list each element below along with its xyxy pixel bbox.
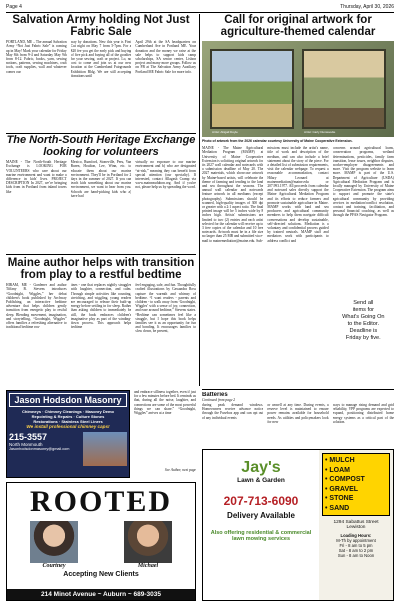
- heritage-col3: virtually no exposure to our marine environment and b) who are designated “at-risk,” meaning they can benefit from special attention (our specialty). If interested, contact Allagash Cramp via www.maineaudubon.org. And if you're not, please help us by spreading the word.: [135, 160, 196, 190]
- stylist-photo-2: [124, 521, 172, 563]
- rooted-ad: [6, 482, 196, 601]
- heritage-article: [6, 135, 196, 253]
- heritage-headline: The North-South Heritage Exchange looking for volunteers: [6, 135, 196, 158]
- masonry-phone: 215-3557: [9, 432, 48, 442]
- calendar-col1: MAINE - The Maine Agricultural Mediation Program (MAMP) at University of Maine Cooperative Extension is soliciting original artwork for its 2027 wall calendar and notecards with a submission deadline of May 20. The 2027 materials, which showcase artwork by Maine-based artists, will celebrate the theme of farming and tending to the land and sea throughout the seasons. The annual wall calendar and notecards feature artwork in all mediums (except photography). Submissions should be scanned, high-quality images of 300 dpi or greater with a 2:1 aspect ratio. The final printed image will be 5 inches wide by 8 inches high. Artists' submissions are limited to two (2) entries and each artist selected for the calendar will receive up to 3 free copies of the calendar and 10 free notecards. Artwork must be in a file size no larger than 25 MB and submitted via e-mail to mainemediation@maine.edu. Sub-: [202, 146, 264, 243]
- rooted-address: 214 Minot Avenue ~ Auburn ~ 689-3035: [7, 589, 195, 600]
- author-headline: Maine author helps with transition from play to a restful bedtime: [7, 257, 195, 282]
- batteries-headline: Batteries: [202, 392, 228, 398]
- heritage-col2: Mexico, Rumford, Stoneville, Peru, Van Buren, Houlton, Lee, Winn, etc. to educate them about our marine environment. They'll be in Portland for 2 days in the summer of 2027. If you can teach kids something about our marine environment, we want to hear from you. Schools are hand-picking kids who a) have had: [70, 160, 132, 198]
- jays-address1: 1294 Sabattus Street: [333, 520, 379, 525]
- jays-item: • GRAVEL: [325, 485, 359, 493]
- jays-ad: [202, 449, 394, 601]
- painting-1: [210, 49, 294, 135]
- masonry-line3: Restorations · Stainless Steel Liners: [33, 419, 103, 424]
- author-byline: See Author, next page: [164, 468, 196, 472]
- author-col3: feel engaging, safe, and fun. Thoughtfully crafted illustrations by Cassandra Ross capture the warmth and whimsy of bedtime. “I want readers - parents and children - to walk away from ‘Goodnight, Wiggles’ with a sense of joy, connection, and ease around bedtime,” Stevens states. “Bedtime can sometimes feel like a struggle, but I hope this book helps families see it as an opportunity for fun and bonding. It encourages families to slow down, be present,: [135, 283, 196, 334]
- stylist-photo-1: [30, 521, 78, 563]
- author-col2: tines - one that replaces nightly struggles with laughter, connection, and calm. Through simple activities like counting, stretching, and wiggling, young readers are encouraged to release their built-up energy before settling in for sleep. Rather than asking children to immediately be still, the book embraces children's imaginative play as part of the winding-down process. This approach helps bedtime: [70, 283, 132, 330]
- jays-also: Also offering residential & commercial lawn mowing services: [210, 530, 312, 542]
- heritage-col1: MAINE - The North-South Heritage Exchange is LOOKING FOR VOLUNTEERS who care about our marine environment and want to make a difference in kids' lives. PROJECT DESCRIPTION In 2027, we’re bringing kids from in Portland from inland towns like: [6, 160, 67, 194]
- author-article: [6, 257, 196, 387]
- jays-hours-line: Sun - 8 am to Noon: [337, 553, 375, 558]
- masonry-line1: Chimneys · Chimney Cleanings · Masonry Demo: [21, 409, 115, 414]
- painting-2-label: Artist: Carly Dunwoodie: [304, 130, 336, 135]
- batteries-sub: Continued from page 2: [202, 398, 236, 402]
- batteries-col2: or unwell at any time. During events, a reserve level is maintained to ensure power remains available for household needs. As utilities and policymakers look for new: [267, 403, 329, 424]
- author-col4: and embrace silliness together, even if just for a few minutes before bed. It reminds us that, during all the noise, laughter, and connections are some of the most powerful things we can share.” “Goodnight, Wiggles” arrives at a time: [134, 390, 196, 416]
- send-all-line3: What's Going On: [342, 314, 385, 321]
- calendar-headline: Call for original artwork for agriculture-themed calendar: [220, 14, 376, 39]
- salvation-col1: PORTLAND, ME – The annual Salvation Army “Not Just Fabric Sale” is coming up in May! Mark your calendar for Friday May 8th from 9-4 and Saturday May 9th from 8-12. Fabric, books, yarn, sewing notions, patterns, sewing machines, craft tools, craft supplies, wall and whatever comes our: [6, 40, 67, 74]
- send-all-line1: Send all: [353, 300, 374, 307]
- jays-item: • MULCH: [325, 457, 355, 464]
- painting-1-label: Artist: Abigail Doyle: [212, 130, 238, 135]
- jays-hours-line: Fri - 8 am to 5 pm: [339, 543, 373, 548]
- masonry-email: Jasonhodsdonmasonry@gmail.com: [9, 447, 70, 451]
- author-col1: HIRAM, ME - Gardener and author Tiffany B. Stevens introduces “Goodnight, Wiggles,” her debut children's book published by Archway Publishing, an interactive bedtime adventure that helps children gently transition from energetic play to restful sleep. Blending movement, imagination, and storytelling, “Goodnight, Wiggles” offers families a refreshing alternative to traditional bedtime rou-: [6, 283, 67, 330]
- jays-item: • STONE: [325, 495, 354, 502]
- send-all-line4: to the Editor.: [347, 321, 380, 328]
- send-all-line6: Friday by five.: [345, 335, 381, 342]
- masonry-ad: [6, 390, 130, 478]
- batteries-col3: ways to manage rising demand and grid reliability, VPP programs are expected to expand, positioning distributed home energy systems as a critical part of the solution.: [332, 403, 394, 424]
- salvation-headline: Salvation Army holding Not Just Fabric Sale: [12, 14, 190, 39]
- painting-2: [302, 49, 386, 135]
- send-all-line2: items for: [352, 307, 375, 314]
- jays-phone: 207-713-6090: [223, 494, 299, 508]
- calendar-caption: Photo of artwork from the 2026 calendar courtesy University of Maine Cooperative Extension.: [202, 139, 353, 144]
- page-number: Page 4: [6, 4, 22, 10]
- calendar-col3: concerns around agricultural loans, conservation programs, wetland determinations, pesticides, family farm transition, lease issues, neighbor disputes, worker-employer disagreements and more. Visit the program website to learn more. MAMP is part of the U.S. Department of Agriculture (USDA) Agricultural Mediation Program and is locally managed by University of Maine Cooperative Extension. The program aims to support and promote the state's agricultural community by providing services in mediation/conflict resolution, contact and training, facilitation, and personal financial coaching, as well as through the PFAS Navigator Program.: [332, 146, 394, 218]
- batteries-col1: during peak demand windows. Homeowners receive advance notice through the Fusebox app and can opt out of any individual events: [202, 403, 264, 420]
- jays-item: • SAND: [325, 504, 350, 512]
- jays-delivery: Delivery Available: [227, 511, 295, 520]
- masonry-name: Jason Hodsdon Masonry: [9, 393, 127, 407]
- masonry-line2: Repointing & Repairs · Culture Stones: [31, 414, 105, 419]
- rooted-person1: Courtney: [42, 563, 66, 569]
- jays-address2: Lewiston: [346, 525, 366, 530]
- jays-hours-line: M-Th by appointment: [336, 538, 376, 543]
- masonry-line4: We install professional chimney caps!: [26, 424, 110, 429]
- send-all-line5: Deadline is: [349, 328, 378, 335]
- salvation-col3: April 29th at the SA headquarters on Cumberland Ave in Portland ME. Your donation and the money we raise at the sale helps to support kids camp scholarships, SA senior center, Lisbon project and many more groups. Follow us on FB at The Salvation Army Auxiliary Portland ME Fabric Sale for more info.: [135, 40, 196, 74]
- author-continuation: [134, 390, 196, 478]
- jays-name: Jay's: [241, 459, 281, 476]
- salvation-col2: way by donations. New this year is First Cut night on May 7 from 5-7pm. For a $20 fee you get the early pick and buying of five pick and buying all of the goodies for your sewing, craft or project. Lo, no cost to come and join us at our new location at the Cumberland Fairgrounds Exhibition Bldg. We are still accepting donations until: [70, 40, 132, 78]
- jays-hours-title: Loading Hours:: [340, 533, 372, 538]
- jays-sub: Lawn & Garden: [237, 477, 285, 484]
- calendar-col2: missions must include the artist's name, title of work and description of the medium, and can also include a brief statement about the story of the piece. For a detailed list of submission requirements, visit the calendar webpage. To request a reasonable accommodation, contact Hilary Leonard at mainemediation@maine.edu or 207.993.1977. All proceeds from calendar and notecard sales directly support the Maine Agricultural Mediation Program and its efforts to reduce farmers and promote sustainable agriculture in Maine. MAMP works with land and sea producers and agricultural community members to help them navigate difficult conversations and develop sustainable, self-directed solutions. Mediation is a voluntary and confidential process guided by trained neutrals. MAMP staff and mediators work with participants to address conflict and: [267, 146, 329, 243]
- rooted-clients: Accepting New Clients: [63, 571, 139, 578]
- rooted-name: ROOTED: [29, 485, 173, 518]
- send-all-box: [333, 300, 394, 342]
- page-header: [6, 4, 394, 13]
- page-date: Thursday, April 30, 2026: [340, 4, 394, 10]
- chimney-photo: [83, 432, 127, 466]
- jays-hours-line: Sat - 8 am to 2 pm: [338, 548, 374, 553]
- calendar-article: [202, 14, 394, 386]
- masonry-location: North Monmouth: [9, 442, 43, 447]
- salvation-article: [6, 14, 196, 132]
- rooted-person2: Michael: [137, 563, 159, 569]
- jays-item: • COMPOST: [325, 476, 365, 483]
- calendar-artwork-photo: [202, 41, 394, 137]
- jays-item: • LOAM: [325, 466, 351, 474]
- jays-product-list: [322, 453, 390, 516]
- batteries-article: [202, 392, 394, 446]
